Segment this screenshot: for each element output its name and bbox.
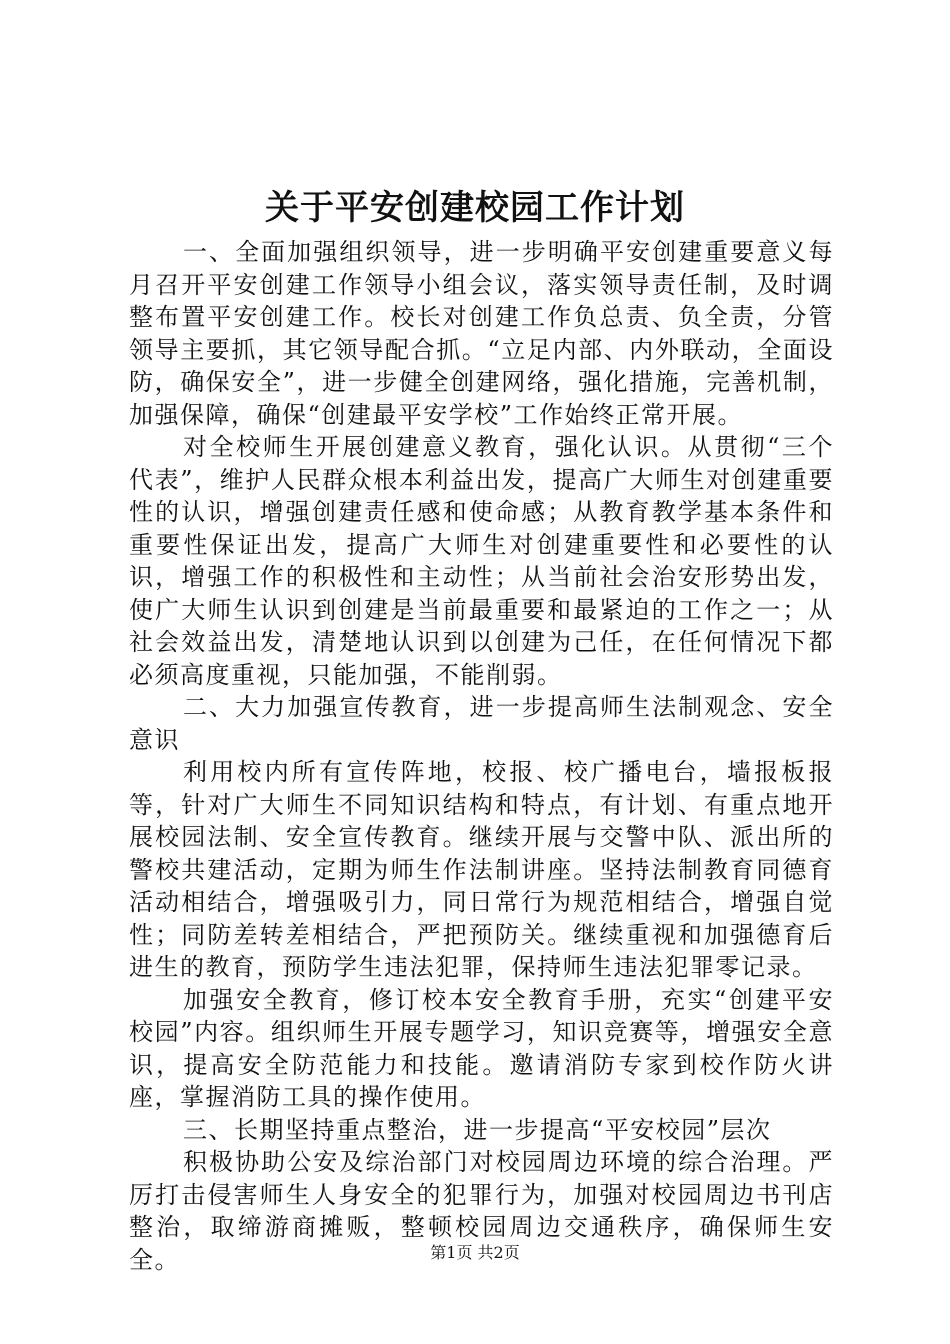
paragraph-legal-education: 利用校内所有宣传阵地，校报、校广播电台，墙报板报等，针对广大师生不同知识结构和特点，有计划、有重点地开展校园法制、安全宣传教育。继续开展与交警中队、派出所的警校共建活动，定期为师生作法制讲座。坚持法制教育同德育活动相结合，增强吸引力，同日常行为规范相结合，增强自觉性；同防差转差相结合，严把预防关。继续重视和加强德育后进生的教育，预防学生违法犯罪，保持师生违法犯罪零记录。	[129, 758, 834, 981]
document-body	[129, 236, 834, 1276]
section-heading-rectification: 三、长期坚持重点整治，进一步提高“平安校园”层次	[183, 1115, 772, 1144]
paragraph-campus-environment: 积极协助公安及综治部门对校园周边环境的综合治理。严厉打击侵害师生人身安全的犯罪行为，加强对校园周边书刊店整治，取缔游商摊贩，整顿校园周边交通秩序，确保师生安全。	[129, 1148, 834, 1274]
paragraph-safety-education: 加强安全教育，修订校本安全教育手册，充实“创建平安校园”内容。组织师生开展专题学习，知识竞赛等，增强安全意识，提高安全防范能力和技能。邀请消防专家到校作防火讲座，掌握消防工具的操作使用。	[129, 985, 834, 1111]
paragraph-organization-leadership: 一、全面加强组织领导，进一步明确平安创建重要意义每月召开平安创建工作领导小组会议，落实领导责任制，及时调整布置平安创建工作。校长对创建工作负总责、负全责，分管领导主要抓，其它领导配合抓。“立足内部、内外联动，全面设防，确保安全”，进一步健全创建网络，强化措施，完善机制，加强保障，确保“创建最平安学校”工作始终正常开展。	[129, 238, 834, 429]
section-heading-publicity: 二、大力加强宣传教育，进一步提高师生法制观念、安全意识	[129, 693, 834, 754]
document-title: 关于平安创建校园工作计划	[265, 188, 685, 228]
page-number-footer: 第1页 共2页	[430, 1243, 520, 1262]
paragraph-awareness-education: 对全校师生开展创建意义教育，强化认识。从贯彻“三个代表”，维护人民群众根本利益出发，提高广大师生对创建重要性的认识，增强创建责任感和使命感；从教育教学基本条件和重要性保证出发，提高广大师生对创建重要性和必要性的认识，增强工作的积极性和主动性；从当前社会治安形势出发，使广大师生认识到创建是当前最重要和最紧迫的工作之一；从社会效益出发，清楚地认识到以创建为己任，在任何情况下都必须高度重视，只能加强，不能削弱。	[129, 433, 834, 689]
